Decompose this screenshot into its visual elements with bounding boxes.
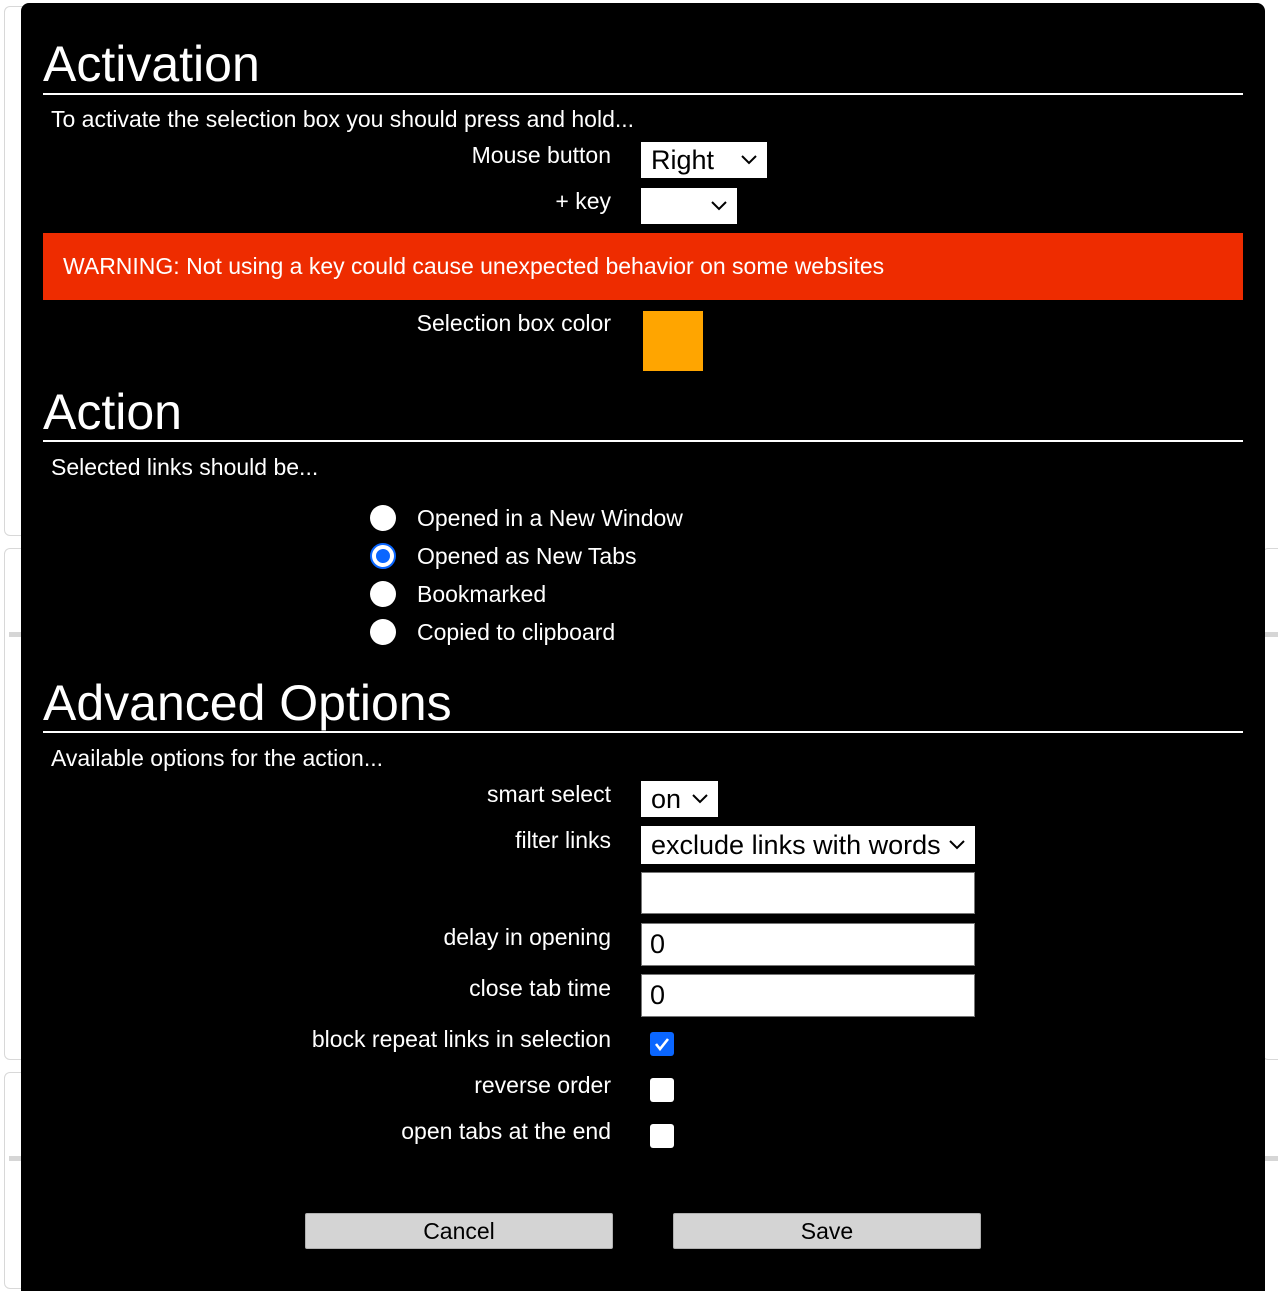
save-button[interactable]: Save — [673, 1213, 981, 1249]
chevron-down-icon — [949, 840, 965, 850]
key-label: + key — [555, 188, 611, 214]
selection-color-swatch[interactable] — [643, 311, 703, 371]
smart-select-dropdown[interactable] — [641, 781, 718, 817]
block-repeat-label: block repeat links in selection — [311, 1026, 611, 1052]
radio-option-bookmarked[interactable] — [370, 577, 546, 611]
radio-option-new-tabs[interactable] — [370, 539, 637, 573]
close-tab-label: close tab time — [469, 975, 611, 1001]
key-select[interactable] — [641, 188, 737, 224]
radio-button[interactable] — [370, 505, 396, 531]
selection-color-label: Selection box color — [416, 310, 611, 336]
action-intro: Selected links should be... — [51, 454, 319, 480]
chevron-down-icon — [741, 155, 757, 165]
radio-label: Opened as New Tabs — [417, 542, 637, 569]
filter-links-value: exclude links with words — [651, 829, 941, 860]
advanced-divider — [43, 731, 1243, 733]
radio-button[interactable] — [370, 581, 396, 607]
radio-option-new-window[interactable] — [370, 501, 683, 535]
block-repeat-checkbox[interactable] — [650, 1032, 674, 1056]
radio-label: Bookmarked — [417, 580, 547, 607]
smart-select-value: on — [651, 783, 682, 814]
filter-links-label: filter links — [515, 827, 611, 853]
checkmark-icon — [653, 1035, 671, 1053]
settings-panel — [21, 3, 1265, 1291]
radio-label: Copied to clipboard — [417, 618, 616, 645]
action-divider — [43, 440, 1243, 442]
radio-label: Opened in a New Window — [417, 504, 683, 531]
advanced-heading: Advanced Options — [43, 675, 452, 731]
filter-words-input[interactable] — [641, 872, 975, 914]
activation-heading: Activation — [43, 36, 260, 92]
cancel-button[interactable]: Cancel — [305, 1213, 613, 1249]
reverse-order-checkbox[interactable] — [650, 1078, 674, 1102]
activation-intro: To activate the selection box you should press and hold... — [51, 106, 635, 132]
chevron-down-icon — [692, 794, 708, 804]
mouse-button-value: Right — [651, 144, 715, 175]
activation-divider — [43, 93, 1243, 95]
radio-option-clipboard[interactable] — [370, 615, 615, 649]
mouse-button-select[interactable] — [641, 142, 767, 178]
close-tab-input[interactable]: 0 — [641, 974, 975, 1017]
radio-button-selected[interactable] — [370, 543, 396, 569]
advanced-intro: Available options for the action... — [51, 745, 384, 771]
mouse-button-label: Mouse button — [471, 142, 611, 168]
open-at-end-label: open tabs at the end — [401, 1118, 611, 1144]
delay-label: delay in opening — [443, 924, 611, 950]
radio-button[interactable] — [370, 619, 396, 645]
warning-banner: WARNING: Not using a key could cause unexpected behavior on some websites — [43, 233, 1243, 300]
filter-links-dropdown[interactable] — [641, 826, 975, 864]
smart-select-label: smart select — [487, 781, 611, 807]
reverse-order-label: reverse order — [474, 1072, 611, 1098]
open-at-end-checkbox[interactable] — [650, 1124, 674, 1148]
action-heading: Action — [43, 384, 182, 440]
delay-input[interactable]: 0 — [641, 923, 975, 966]
chevron-down-icon — [711, 201, 727, 211]
